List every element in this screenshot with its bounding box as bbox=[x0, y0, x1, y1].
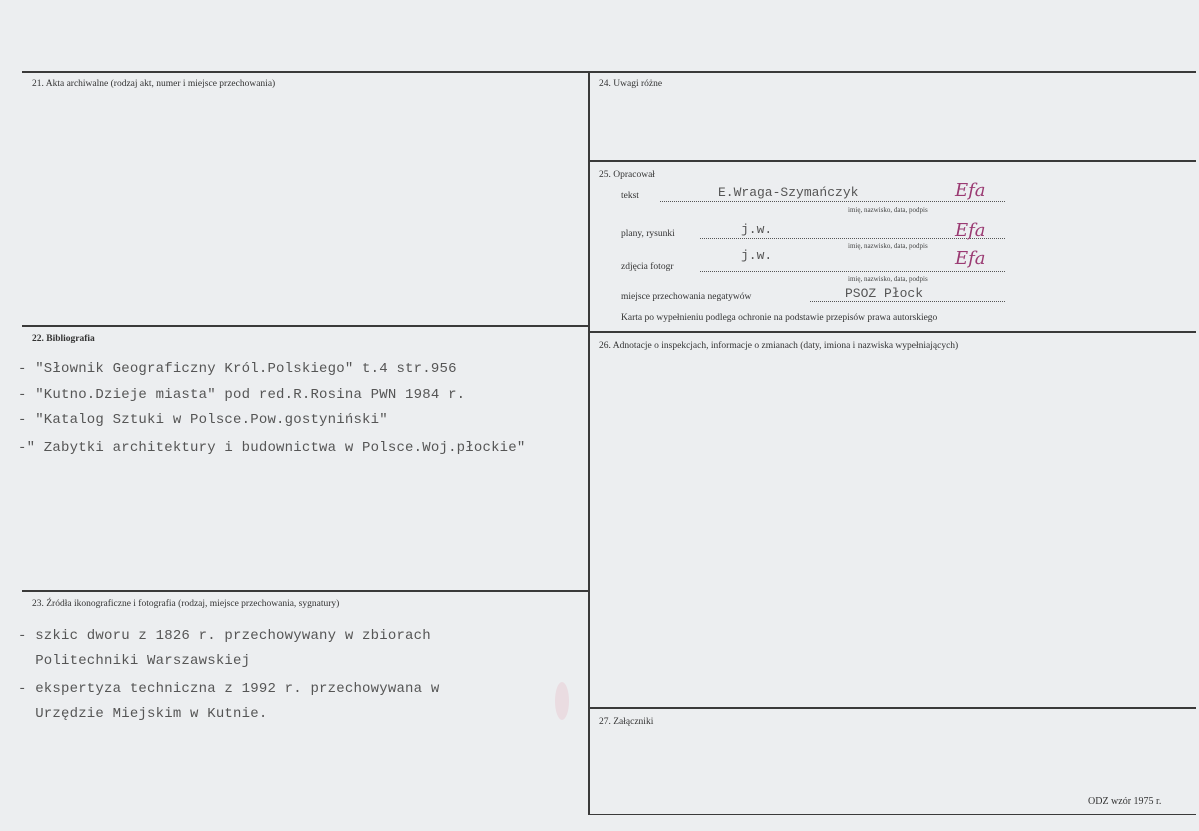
drawings-author-label: plany, rysunki bbox=[621, 229, 675, 239]
photos-author-label: zdjęcia fotogr bbox=[621, 262, 674, 272]
bottom-border bbox=[588, 814, 1196, 815]
section-24-label: 24. Uwagi różne bbox=[599, 79, 663, 89]
bibliography-entry: - "Katalog Sztuki w Polsce.Pow.gostyniński" bbox=[18, 412, 388, 428]
top-border bbox=[22, 71, 1196, 73]
divider-21-22 bbox=[22, 325, 588, 327]
section-27-label: 27. Załączniki bbox=[599, 717, 654, 727]
section-21-label: 21. Akta archiwalne (rodzaj akt, numer i miejsce przechowania) bbox=[32, 79, 276, 89]
divider-25-26 bbox=[590, 331, 1196, 333]
drawings-author-signature: Efa bbox=[955, 220, 986, 241]
text-author-value: E.Wraga-Szymańczyk bbox=[718, 185, 859, 200]
divider-26-27 bbox=[590, 707, 1196, 709]
iconography-entry: Urzędzie Miejskim w Kutnie. bbox=[18, 706, 268, 722]
drawings-author-value: j.w. bbox=[741, 222, 773, 237]
section-22-label: 22. Bibliografia bbox=[32, 334, 95, 344]
section-25-label: 25. Opracował bbox=[599, 170, 655, 180]
divider-22-23 bbox=[22, 590, 588, 592]
iconography-entry: Politechniki Warszawskiej bbox=[18, 653, 251, 669]
photos-author-value: j.w. bbox=[741, 248, 773, 263]
bibliography-entry: - "Kutno.Dzieje miasta" pod red.R.Rosina PWN 1984 r. bbox=[18, 387, 466, 403]
bibliography-entry: - "Słownik Geograficzny Król.Polskiego" t.4 str.956 bbox=[18, 361, 457, 377]
form-version: ODZ wzór 1975 r. bbox=[1088, 796, 1162, 807]
iconography-entry: - szkic dworu z 1826 r. przechowywany w zbiorach bbox=[18, 628, 431, 644]
photos-author-line bbox=[700, 271, 1005, 272]
negatives-value: PSOZ Płock bbox=[845, 286, 924, 301]
text-author-label: tekst bbox=[621, 191, 639, 201]
text-author-signature: Efa bbox=[955, 180, 986, 201]
iconography-entry: - ekspertyza techniczna z 1992 r. przechowywana w bbox=[18, 681, 440, 697]
photos-author-caption: imię, nazwisko, data, podpis bbox=[848, 275, 928, 283]
photos-author-signature: Efa bbox=[955, 248, 986, 269]
bibliography-entry: -" Zabytki architektury i budownictwa w Polsce.Woj.płockie" bbox=[18, 440, 526, 456]
section-23-label: 23. Źródła ikonograficzne i fotografia (rodzaj, miejsce przechowania, sygnatury) bbox=[32, 599, 340, 609]
text-author-caption: imię, nazwisko, data, podpis bbox=[848, 206, 928, 214]
negatives-line bbox=[810, 301, 1005, 302]
divider-24-25 bbox=[590, 160, 1196, 162]
section-26-label: 26. Adnotacje o inspekcjach, informacje o zmianach (daty, imiona i nazwiska wypełniających) bbox=[599, 341, 959, 351]
column-divider bbox=[588, 71, 590, 815]
ink-stain bbox=[555, 682, 569, 720]
copyright-note: Karta po wypełnieniu podlega ochronie na podstawie przepisów prawa autorskiego bbox=[621, 313, 938, 323]
drawings-author-caption: imię, nazwisko, data, podpis bbox=[848, 242, 928, 250]
negatives-label: miejsce przechowania negatywów bbox=[621, 292, 752, 302]
text-author-line bbox=[660, 201, 1005, 202]
